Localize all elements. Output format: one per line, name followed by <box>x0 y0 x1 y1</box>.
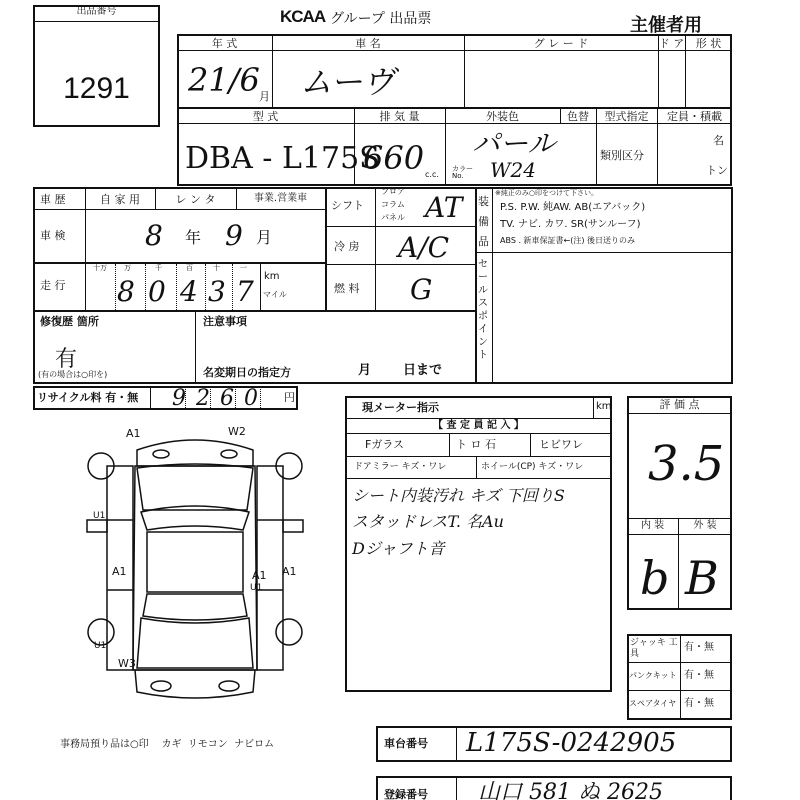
ac-label: 冷 房 <box>334 240 360 253</box>
lot-number-box <box>33 5 160 127</box>
inspector-entry-label: 【 査 定 員 記 入 】 <box>433 420 524 431</box>
registration-value: 山口 581 ぬ 2625 <box>478 780 663 800</box>
meter-unit: km <box>596 401 612 412</box>
model-code-value: DBA - L175S <box>185 141 380 176</box>
form-title: グループ 出品票 <box>330 11 432 27</box>
history-label: 車 歴 <box>40 193 66 206</box>
fuel-label: 燃 料 <box>334 282 360 295</box>
category-label: 類別区分 <box>600 149 644 162</box>
repair-label: 修復歴 箇所 <box>40 315 99 328</box>
glass-options: ト ロ 石 <box>456 438 496 451</box>
grade-header: グ レ ー ド <box>533 37 589 50</box>
inspection-month-value: 9 <box>225 219 243 252</box>
displacement-value: 660 <box>363 139 425 177</box>
role-label: 主催者用 <box>630 15 702 36</box>
recycle-value: 9260 <box>172 386 268 411</box>
inspection-month-unit: 月 <box>256 228 273 247</box>
name-change-month: 月 <box>358 363 372 378</box>
fuel-value: G <box>410 273 433 306</box>
interior-label: 内 装 <box>640 520 665 531</box>
accessory-spare-label: スペアタイヤ <box>629 699 677 708</box>
car-name-value: ムーヴ <box>300 63 395 101</box>
chassis-label: 車台番号 <box>384 737 428 750</box>
shift-label: シフト <box>331 199 364 212</box>
lot-number-value: 1291 <box>63 72 130 105</box>
damage-mark-a1-left: A1 <box>112 565 127 578</box>
damage-mark-a1-front: A1 <box>126 427 141 440</box>
inspection-year-value: 8 <box>145 219 163 252</box>
ac-value: A/C <box>398 231 450 264</box>
mileage-unit-km: km <box>264 271 280 282</box>
inspection-label: 車 検 <box>40 229 66 242</box>
type-cert-header: 型式指定 <box>604 110 649 123</box>
grade-score: 3.5 <box>648 436 725 492</box>
glass-crack: ヒビワレ <box>539 438 583 451</box>
inspection-year-unit: 年 <box>185 228 202 247</box>
damage-mark-a1-right-outer: A1 <box>282 565 297 578</box>
exterior-color-value: パール <box>472 127 556 160</box>
sales-point-label: セールスポイント <box>478 259 488 361</box>
equipment-note: ※純正のみ○印をつけて下さい。 <box>495 189 598 197</box>
history-option-private: 自 家 用 <box>100 193 140 206</box>
equipment-line2: TV. ナビ. カワ. SR(サンルーフ) <box>500 219 641 230</box>
brand-logo: KCAA <box>280 7 326 26</box>
damage-mark-a1-right: A1 <box>252 569 267 582</box>
exterior-header: 外装色 <box>486 110 519 123</box>
displacement-header: 排 気 量 <box>379 110 420 123</box>
accessory-puncture-label: パンクキット <box>629 671 677 680</box>
registration-label: 登録番号 <box>384 788 428 800</box>
accessory-puncture-value: 有・無 <box>684 670 714 681</box>
inspector-note-2: スタッドレスT. 名Au <box>352 512 504 531</box>
inspector-note-1: シート内装汚れ キズ 下回りS <box>352 486 565 505</box>
car-damage-diagram <box>75 420 315 710</box>
lot-number-label: 出品番号 <box>76 6 117 17</box>
inspector-note-3: Dジャフト音 <box>352 539 445 558</box>
equipment-line1: P.S. P.W. 純AW. AB(エアバック) <box>500 202 646 213</box>
accessory-spare-value: 有・無 <box>684 698 714 709</box>
recycle-unit: 円 <box>284 391 295 404</box>
history-option-rental: レ ン タ <box>175 193 216 206</box>
history-option-business: 事業.営業車 <box>253 193 308 204</box>
capacity-tons: トン <box>706 164 728 177</box>
damage-mark-w3: W3 <box>118 657 136 670</box>
exterior-label: 外 装 <box>693 520 717 531</box>
repair-value: 有 <box>55 347 78 372</box>
notes-label: 注意事項 <box>203 315 247 328</box>
doors-header: ド ア <box>658 37 685 50</box>
mileage-label: 走 行 <box>40 279 66 292</box>
name-change-label: 名変期日の指定方 <box>203 366 291 379</box>
damage-mark-u1-left: U1 <box>93 511 106 521</box>
wheel-label: ホイール(CP) キズ・ワレ <box>481 462 584 472</box>
exterior-grade: B <box>685 551 719 605</box>
meter-label: 現メーター指示 <box>362 401 439 414</box>
interior-grade: b <box>640 551 670 605</box>
chassis-value: L175S-0242905 <box>466 728 677 758</box>
car-name-header: 車 名 <box>355 37 381 50</box>
f-glass-label: Fガラス <box>365 438 404 451</box>
shift-value: AT <box>425 191 463 224</box>
capacity-header: 定員・積載 <box>667 110 722 123</box>
mileage-unit-mile: マイル <box>263 290 287 299</box>
recycle-label: リサイクル料 有・無 <box>37 391 139 404</box>
office-items: 事務局預り品は○印 カギ リモコン ナビロム <box>60 739 275 750</box>
damage-mark-w2: W2 <box>228 425 246 438</box>
color-no-label: カラー No. <box>452 165 473 180</box>
model-header: 型 式 <box>252 110 279 123</box>
year-month-unit: 月 <box>259 90 270 103</box>
name-change-day: 日まで <box>403 363 443 378</box>
shape-header: 形 状 <box>695 37 722 50</box>
color-no-value: W24 <box>490 158 537 182</box>
repaint-header: 色替 <box>567 110 589 123</box>
accessory-jack-value: 有・無 <box>684 642 714 653</box>
displacement-unit: c.c. <box>425 170 439 179</box>
damage-mark-u1-right: U1 <box>250 583 263 593</box>
mirror-label: ドアミラー キズ・ワレ <box>354 462 447 472</box>
year-header: 年 式 <box>211 37 238 50</box>
equipment-line3: ABS . 新車保証書←(注) 後日送りのみ <box>500 236 636 245</box>
grade-label: 評 価 点 <box>659 398 700 411</box>
repair-note: (有の場合は○印を) <box>38 370 108 379</box>
capacity-persons: 名 <box>713 134 724 147</box>
accessory-jack-label: ジャッキ 工 具 <box>630 638 678 659</box>
year-value: 21/6 <box>188 61 260 99</box>
damage-mark-u1-rear: U1 <box>94 641 107 651</box>
equipment-label: 装 備 品 <box>478 195 489 248</box>
